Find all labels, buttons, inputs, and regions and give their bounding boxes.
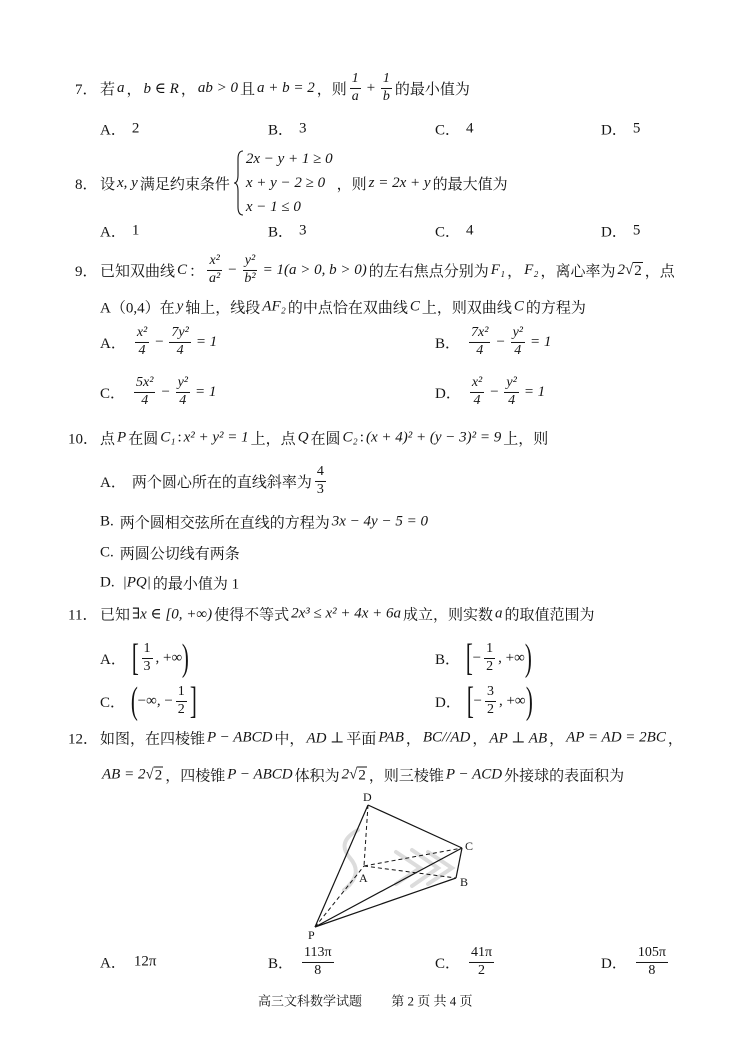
- stem-text: 在圆: [128, 431, 159, 448]
- fraction: [135, 325, 149, 359]
- math-expr: x, y: [117, 174, 138, 191]
- radical-sign: √: [349, 766, 358, 783]
- stem-text: :: [359, 429, 364, 446]
- math-expr: a: [117, 79, 125, 96]
- question-7-stem: [75, 71, 470, 105]
- fraction: [504, 375, 518, 409]
- option-label: C.: [100, 544, 114, 561]
- watermark-curve: [344, 830, 358, 890]
- stem-text: :: [177, 429, 182, 446]
- stem-text: 上，则: [503, 431, 549, 448]
- interval-end: , +∞: [498, 649, 525, 666]
- stem-text: ，: [405, 731, 421, 748]
- option-d: [435, 375, 547, 409]
- option-label: D．: [435, 385, 461, 402]
- math-expr: AD ⊥: [306, 730, 345, 747]
- fraction: [469, 945, 494, 979]
- option-a: [100, 952, 158, 973]
- radicand: 2: [634, 262, 642, 279]
- square-root: [625, 262, 643, 279]
- option-label: B.: [100, 513, 114, 530]
- exam-title: 高三文科数学试题: [258, 993, 363, 1009]
- option-label: C．: [100, 694, 126, 711]
- fraction: [169, 325, 190, 359]
- close-bracket: ): [182, 637, 189, 679]
- math-expr: AB = 2: [102, 766, 146, 783]
- constraint-rows: [246, 147, 333, 219]
- question-number: 12．: [68, 731, 99, 748]
- option-b: [268, 119, 307, 140]
- math-expr: P − ABCD: [227, 766, 293, 783]
- math-expr: AP ⊥ AB: [489, 730, 548, 747]
- fraction-numerator: 1: [350, 71, 361, 89]
- fraction: [485, 684, 496, 718]
- option-label: D．: [601, 122, 627, 139]
- fraction: [302, 945, 334, 979]
- stem-text: ，则三棱锥: [368, 768, 444, 785]
- math-coefficient: 2: [341, 766, 350, 783]
- close-bracket: ): [525, 680, 533, 722]
- fraction: [134, 375, 155, 409]
- open-bracket: (: [130, 680, 138, 722]
- option-label: C．: [100, 385, 126, 402]
- vertex-label-a: A: [359, 871, 368, 885]
- stem-text: ，: [180, 81, 196, 98]
- fraction-denominator: 4: [514, 342, 522, 358]
- math-operator: −: [227, 261, 238, 278]
- interval-end: , +∞: [155, 649, 183, 666]
- fraction-numerator: 41π: [469, 945, 494, 963]
- math-expr: = 1(a > 0, b > 0): [262, 261, 367, 278]
- stem-text: ，: [507, 263, 523, 280]
- fraction-denominator: 4: [179, 392, 187, 408]
- question-9-stem-line-2: [100, 297, 586, 318]
- math-expr: y: [176, 298, 184, 315]
- fraction-numerator: y²: [504, 375, 518, 393]
- option-c: [435, 221, 474, 242]
- constraint: x − 1 ≤ 0: [245, 199, 301, 215]
- math-operator: −: [489, 383, 500, 400]
- stem-text: 的取值范围为: [504, 607, 595, 624]
- option-label: A．: [100, 122, 126, 139]
- stem-text: ，则: [336, 176, 367, 193]
- stem-text: 如图，在四棱锥: [100, 731, 206, 748]
- fraction-denominator: 2: [486, 701, 494, 717]
- fraction: [315, 464, 326, 498]
- option-label: D．: [435, 694, 461, 711]
- fraction-denominator: 4: [476, 342, 484, 358]
- option-a: [100, 325, 219, 359]
- option-text: 两个圆相交弦所在直线的方程为: [119, 515, 330, 532]
- open-bracket: [: [466, 680, 474, 722]
- math-expr: AF₂: [262, 298, 286, 315]
- math-operator: −: [154, 333, 165, 350]
- radicand: 2: [358, 767, 366, 784]
- math-expr: P − ABCD: [207, 729, 273, 746]
- option-label: C．: [435, 955, 461, 972]
- square-root: [145, 767, 163, 784]
- stem-text: 轴上，线段: [185, 300, 261, 317]
- option-value: 4: [466, 120, 474, 137]
- stem-text: 已知双曲线: [100, 263, 176, 280]
- radicand: 2: [154, 767, 163, 784]
- math-expr: ∃x ∈ [0, +∞): [132, 606, 213, 623]
- option-c: [100, 375, 218, 409]
- stem-text: ，则: [316, 81, 347, 98]
- math-expr: a + b = 2: [256, 79, 315, 96]
- fraction: [142, 641, 153, 675]
- stem-text: 若: [100, 81, 116, 98]
- edge-dp: [315, 805, 368, 927]
- stem-text: 的方程为: [525, 300, 586, 317]
- option-d: [601, 221, 640, 242]
- math-expr: C₂: [342, 429, 358, 446]
- option-value: 5: [632, 120, 641, 137]
- page-indicator: 第 2 页 共 4 页: [391, 993, 473, 1009]
- option-label: C．: [435, 122, 461, 139]
- watermark-chevron: [396, 852, 420, 884]
- fraction-numerator: 3: [485, 684, 496, 702]
- question-8-stem: [75, 147, 508, 219]
- stem-text: ，离心率为: [540, 263, 616, 280]
- constraint: x + y − 2 ≥ 0: [245, 175, 326, 191]
- question-11-stem: [68, 604, 595, 625]
- open-bracket: [: [131, 637, 139, 679]
- option-c: [100, 682, 196, 720]
- fraction-numerator: y²: [176, 375, 190, 393]
- stem-text: 成立，则实数: [403, 607, 494, 624]
- fraction-denominator: 3: [143, 658, 151, 674]
- math-operator: −: [495, 333, 506, 350]
- fraction-numerator: 1: [176, 684, 187, 702]
- fraction-numerator: 4: [315, 464, 326, 482]
- stem-text: 已知: [100, 607, 131, 624]
- stem-text: 外接球的表面积为: [504, 768, 625, 785]
- edge-pa-hidden: [315, 866, 364, 927]
- option-label: B．: [268, 224, 294, 241]
- stem-text: 的最大值为: [432, 176, 508, 193]
- option-value: 2: [131, 120, 140, 137]
- stem-text: 且: [239, 81, 255, 98]
- fraction-denominator: b: [382, 88, 390, 104]
- math-expr: x² + y² = 1: [183, 429, 249, 446]
- question-number: 11．: [68, 607, 98, 624]
- option-a: [100, 119, 139, 140]
- math-expr: z = 2x + y: [368, 174, 431, 191]
- question-12-stem-line-2: [100, 765, 624, 786]
- fraction: [470, 375, 484, 409]
- stem-text: A（0,4）在: [100, 300, 175, 317]
- option-a: [100, 639, 189, 677]
- fraction: [511, 325, 525, 359]
- option-label: D．: [601, 955, 627, 972]
- option-a: [100, 221, 139, 242]
- stem-text: 的左右焦点分别为: [368, 263, 489, 280]
- math-expr: b ∈ R: [143, 80, 179, 97]
- vertex-label-b: B: [460, 875, 469, 889]
- math-expr: 2x³ ≤ x² + 4x + 6a: [291, 605, 402, 622]
- option-text: 两圆公切线有两条: [119, 546, 240, 563]
- fraction-denominator: 8: [314, 962, 322, 978]
- stem-text: 体积为: [294, 768, 340, 785]
- question-number: 8．: [75, 176, 98, 193]
- fraction-numerator: 7y²: [169, 325, 190, 343]
- fraction-numerator: x²: [207, 253, 221, 271]
- option-b: [268, 945, 337, 979]
- option-value: 4: [466, 222, 474, 239]
- fraction: [469, 325, 490, 359]
- fraction-denominator: b²: [244, 270, 256, 286]
- stem-text: 使得不等式: [214, 607, 290, 624]
- fraction: [176, 375, 190, 409]
- option-label: B．: [435, 651, 461, 668]
- math-expr: F₁: [490, 261, 506, 278]
- stem-text: 点: [100, 431, 116, 448]
- option-d: [100, 573, 239, 594]
- fraction-denominator: 2: [478, 962, 486, 978]
- option-d: [435, 682, 532, 720]
- stem-text: ，: [126, 81, 142, 98]
- math-operator: +: [365, 79, 376, 96]
- stem-text: ，四棱锥: [165, 768, 226, 785]
- math-coefficient: 2: [617, 261, 626, 278]
- option-value: 3: [299, 120, 307, 137]
- option-value: 12π: [133, 953, 157, 970]
- math-expr: = 1: [523, 383, 546, 400]
- option-d: [601, 119, 640, 140]
- constraint: 2x − y + 1 ≥ 0: [245, 151, 333, 167]
- fraction-denominator: 4: [138, 342, 146, 358]
- option-text: 的最小值为 1: [152, 576, 240, 593]
- stem-text: 的中点恰在双曲线: [287, 300, 408, 317]
- fraction-denominator: 4: [176, 342, 184, 358]
- fraction-numerator: 1: [381, 71, 392, 89]
- fraction-numerator: x²: [135, 325, 149, 343]
- edge-pc: [315, 848, 462, 927]
- option-b: [268, 221, 307, 242]
- math-expr: ab > 0: [197, 79, 238, 96]
- stem-text: 的最小值为: [394, 81, 470, 98]
- open-bracket: [: [465, 637, 473, 679]
- stem-text: ，: [549, 731, 565, 748]
- option-label: A．: [100, 224, 126, 241]
- math-expr: C: [409, 298, 420, 315]
- vertex-label-p: P: [308, 928, 315, 942]
- square-root: [349, 767, 367, 784]
- option-label: B．: [268, 122, 294, 139]
- fraction-numerator: y²: [511, 325, 525, 343]
- vertex-label-c: C: [465, 839, 474, 853]
- fraction-denominator: 4: [141, 392, 149, 408]
- option-label: A．: [100, 474, 126, 491]
- radical-sign: √: [145, 766, 154, 783]
- interval-start: −: [472, 649, 482, 666]
- fraction-numerator: x²: [470, 375, 484, 393]
- question-10-stem: [68, 428, 548, 449]
- math-expr: F₂: [524, 261, 539, 278]
- option-value: 1: [131, 222, 140, 239]
- question-number: 7．: [75, 81, 98, 98]
- option-label: B．: [268, 955, 294, 972]
- math-expr: a: [495, 605, 503, 622]
- option-label: D.: [100, 574, 115, 591]
- math-expr: C₁: [160, 429, 176, 446]
- question-number: 10．: [68, 431, 99, 448]
- stem-text: 平面: [346, 731, 377, 748]
- fraction-denominator: a: [351, 88, 359, 104]
- option-c: [435, 945, 497, 979]
- option-value: 3: [299, 222, 307, 239]
- math-expr: (x + 4)² + (y − 3)² = 9: [365, 429, 502, 446]
- option-label: A．: [100, 651, 126, 668]
- option-d: [601, 945, 671, 979]
- math-expr: C: [513, 298, 524, 315]
- fraction: [350, 71, 361, 105]
- stem-text: 中，: [274, 731, 305, 748]
- option-text: 两个圆心所在的直线斜率为: [131, 474, 312, 491]
- stem-text: 设: [100, 176, 116, 193]
- math-expr: = 1: [194, 383, 217, 400]
- fraction-denominator: a²: [209, 270, 221, 286]
- fraction-denominator: 4: [508, 392, 516, 408]
- fraction-numerator: 5x²: [134, 375, 155, 393]
- option-c: [435, 119, 474, 140]
- close-bracket: ]: [189, 680, 197, 722]
- option-value: 5: [632, 222, 641, 239]
- stem-text: 上，则双曲线: [421, 300, 512, 317]
- math-expr: = 1: [195, 333, 218, 350]
- fraction-denominator: 2: [486, 658, 494, 674]
- edge-pb: [315, 878, 456, 927]
- option-label: B．: [435, 335, 461, 352]
- fraction-numerator: 7x²: [469, 325, 490, 343]
- option-b: [435, 639, 531, 677]
- stem-text: 在圆: [310, 431, 341, 448]
- fraction-denominator: 4: [473, 392, 481, 408]
- close-bracket: ): [524, 637, 532, 679]
- fraction: [636, 945, 668, 979]
- fraction-numerator: 113π: [302, 945, 334, 963]
- stem-text: 上，点: [250, 431, 296, 448]
- option-a: [100, 464, 329, 498]
- brace-icon: [234, 150, 244, 216]
- vertex-label-d: D: [363, 790, 372, 804]
- option-label: C．: [435, 224, 461, 241]
- fraction: [381, 71, 392, 105]
- option-b: [435, 325, 553, 359]
- fraction-numerator: 1: [142, 641, 153, 659]
- fraction: [242, 253, 257, 287]
- fraction-denominator: 2: [177, 701, 185, 717]
- interval-end: , +∞: [498, 692, 526, 709]
- radical-sign: √: [625, 261, 634, 278]
- constraint-system: [234, 147, 333, 219]
- fraction: [484, 641, 495, 675]
- stem-text: 满足约束条件: [139, 176, 230, 193]
- page-footer: [258, 991, 473, 1010]
- math-operator: −: [160, 383, 171, 400]
- interval-start: −∞, −: [137, 692, 173, 709]
- fraction-numerator: 1: [484, 641, 495, 659]
- math-expr: C: [177, 261, 188, 278]
- math-expr: BC//AD: [422, 729, 471, 746]
- fraction: [207, 253, 222, 287]
- math-expr: P − ACD: [445, 766, 503, 783]
- fraction-denominator: 3: [316, 481, 324, 497]
- interval-start: −: [473, 692, 482, 709]
- fraction: [176, 684, 187, 718]
- math-expr: |PQ|: [122, 574, 151, 591]
- option-c: [100, 543, 240, 564]
- question-number: 9．: [75, 263, 98, 280]
- option-label: D．: [601, 224, 627, 241]
- question-12-stem-line-1: [68, 728, 683, 749]
- math-expr: PAB: [378, 729, 404, 746]
- question-9-stem-line-1: [75, 253, 675, 287]
- pyramid-figure: [300, 790, 490, 942]
- math-expr: AP = AD = 2BC: [566, 729, 666, 746]
- edge-cb: [456, 848, 462, 878]
- option-b: [100, 512, 430, 533]
- math-expr: Q: [297, 429, 309, 446]
- option-label: A．: [100, 335, 126, 352]
- stem-text: ，: [472, 731, 488, 748]
- edge-dc: [368, 805, 462, 848]
- fraction-numerator: y²: [243, 253, 257, 271]
- fraction-denominator: 8: [648, 962, 656, 978]
- math-expr: 3x − 4y − 5 = 0: [331, 513, 428, 530]
- math-expr: P: [117, 429, 127, 446]
- stem-text: ，点: [644, 263, 675, 280]
- option-label: A．: [100, 955, 126, 972]
- math-expr: = 1: [529, 333, 552, 350]
- stem-text: ：: [189, 263, 205, 280]
- stem-text: ，: [667, 731, 683, 748]
- fraction-numerator: 105π: [636, 945, 668, 963]
